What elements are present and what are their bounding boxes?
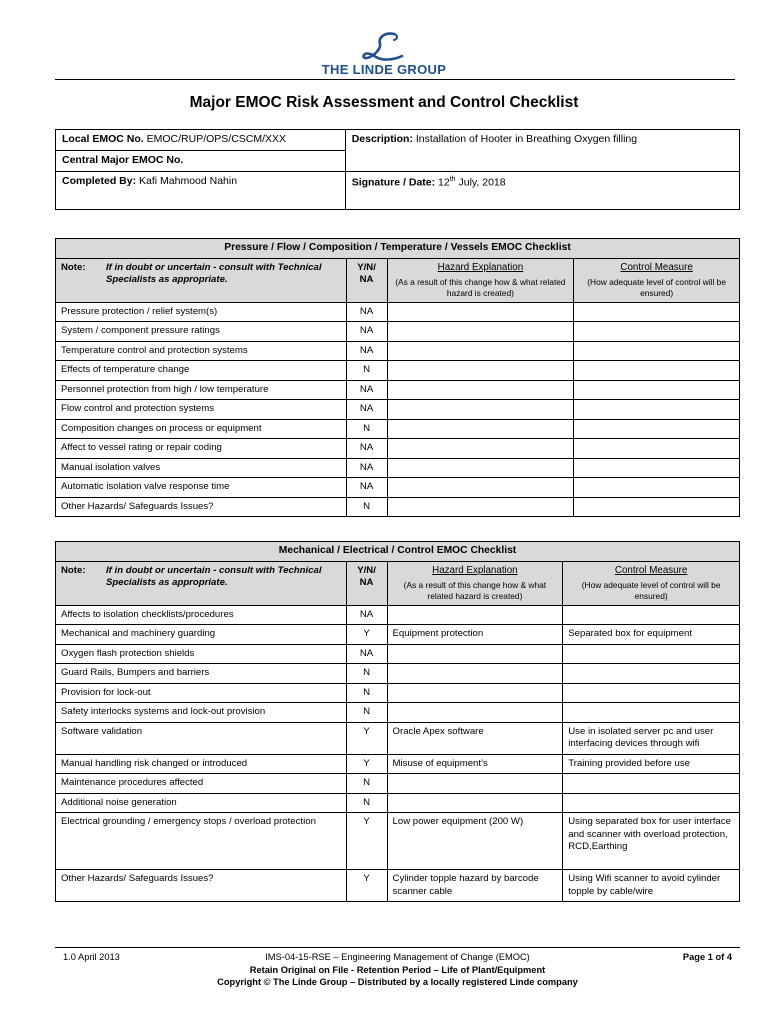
checklist-item: Effects of temperature change bbox=[56, 361, 347, 380]
checklist-rows bbox=[56, 303, 740, 517]
control-measure: Training provided before use bbox=[563, 754, 740, 773]
yn-value: NA bbox=[346, 341, 387, 360]
company-logo bbox=[0, 30, 768, 77]
checklist-row bbox=[56, 774, 740, 793]
control-header-title: Control Measure bbox=[614, 565, 688, 576]
note-text: If in doubt or uncertain - consult with Technical Specialists as appropriate. bbox=[106, 262, 322, 286]
control-measure bbox=[563, 644, 740, 663]
control-measure bbox=[563, 683, 740, 702]
checklist-row bbox=[56, 458, 740, 477]
checklist-row bbox=[56, 722, 740, 754]
completed-by-label: Completed By: bbox=[62, 174, 137, 187]
checklist-item: Other Hazards/ Safeguards Issues? bbox=[56, 870, 347, 902]
checklist-item: Temperature control and protection systems bbox=[56, 341, 347, 360]
checklist-item: Safety interlocks systems and lock-out provision bbox=[56, 703, 347, 722]
yn-value: N bbox=[346, 664, 387, 683]
yn-value: N bbox=[346, 793, 387, 812]
checklist-row bbox=[56, 419, 740, 438]
hazard-explanation bbox=[387, 703, 563, 722]
checklist-row bbox=[56, 380, 740, 399]
signature-day: 12 bbox=[438, 176, 450, 189]
control-measure: Separated box for equipment bbox=[563, 625, 740, 644]
hazard-header-subtitle: (As a result of this change how & what related hazard is created) bbox=[395, 276, 566, 298]
control-measure bbox=[563, 793, 740, 812]
note-label: Note: bbox=[61, 262, 86, 273]
yn-value: Y bbox=[346, 813, 387, 870]
control-measure bbox=[574, 419, 740, 438]
hazard-header-title: Hazard Explanation bbox=[432, 565, 518, 576]
hazard-explanation bbox=[387, 380, 574, 399]
hazard-explanation bbox=[387, 419, 574, 438]
control-header-subtitle: (How adequate level of control will be ensured) bbox=[587, 276, 726, 298]
yn-value: NA bbox=[346, 606, 387, 625]
checklist-rows bbox=[56, 606, 740, 902]
yn-value: N bbox=[346, 703, 387, 722]
checklist-title: Mechanical / Electrical / Control EMOC Checklist bbox=[56, 542, 740, 562]
local-emoc-value: EMOC/RUP/OPS/CSCM/XXX bbox=[146, 133, 287, 145]
yn-header bbox=[346, 562, 387, 606]
checklist-item: Affect to vessel rating or repair coding bbox=[56, 439, 347, 458]
hazard-explanation bbox=[387, 478, 574, 497]
checklist-row bbox=[56, 478, 740, 497]
hazard-explanation: Cylinder topple hazard by barcode scanner cable bbox=[387, 870, 563, 902]
yn-value: N bbox=[346, 497, 387, 516]
hazard-explanation bbox=[387, 439, 574, 458]
checklist-item: System / component pressure ratings bbox=[56, 322, 347, 341]
control-measure bbox=[574, 380, 740, 399]
control-measure bbox=[574, 400, 740, 419]
control-header-title: Control Measure bbox=[620, 262, 693, 273]
yn-value: NA bbox=[346, 380, 387, 399]
checklist-row bbox=[56, 664, 740, 683]
checklist-row bbox=[56, 361, 740, 380]
hazard-explanation bbox=[387, 774, 563, 793]
checklist-item: Pressure protection / relief system(s) bbox=[56, 303, 347, 322]
local-emoc-cell bbox=[56, 130, 346, 151]
hazard-explanation bbox=[387, 606, 563, 625]
checklist-item: Mechanical and machinery guarding bbox=[56, 625, 347, 644]
note-cell bbox=[56, 562, 347, 606]
checklist-item: Flow control and protection systems bbox=[56, 400, 347, 419]
central-emoc-cell bbox=[56, 151, 346, 172]
yn-value: N bbox=[346, 774, 387, 793]
checklist-row bbox=[56, 644, 740, 663]
note-text: If in doubt or uncertain - consult with Technical Specialists as appropriate. bbox=[106, 565, 322, 589]
yn-header bbox=[346, 259, 387, 303]
control-header bbox=[574, 259, 740, 303]
checklist-row bbox=[56, 303, 740, 322]
checklist-item: Oxygen flash protection shields bbox=[56, 644, 347, 663]
checklist-item: Affects to isolation checklists/procedures bbox=[56, 606, 347, 625]
signature-date-label: Signature / Date: bbox=[351, 176, 436, 189]
note-cell bbox=[56, 259, 347, 303]
control-measure bbox=[563, 703, 740, 722]
hazard-explanation bbox=[387, 341, 574, 360]
footer-line-2: Retain Original on File - Retention Period – Life of Plant/Equipment bbox=[249, 964, 546, 975]
checklist-row bbox=[56, 322, 740, 341]
completed-by-cell bbox=[56, 171, 346, 209]
hazard-explanation: Oracle Apex software bbox=[387, 722, 563, 754]
yn-value: NA bbox=[346, 400, 387, 419]
footer-page-number: Page 1 of 4 bbox=[682, 952, 732, 962]
hazard-explanation: Equipment protection bbox=[387, 625, 563, 644]
yn-value: Y bbox=[346, 722, 387, 754]
footer-line-1: IMS-04-15-RSE – Engineering Management of Change (EMOC) bbox=[265, 952, 530, 962]
control-measure bbox=[574, 341, 740, 360]
yn-value: NA bbox=[346, 458, 387, 477]
checklist-row bbox=[56, 754, 740, 773]
footer-divider bbox=[55, 947, 740, 948]
control-measure bbox=[574, 439, 740, 458]
control-measure bbox=[574, 361, 740, 380]
hazard-explanation bbox=[387, 458, 574, 477]
checklist-row bbox=[56, 703, 740, 722]
yn-value: N bbox=[346, 419, 387, 438]
checklist-row bbox=[56, 439, 740, 458]
yn-value: NA bbox=[346, 478, 387, 497]
note-label: Note: bbox=[61, 565, 86, 576]
checklist-row bbox=[56, 683, 740, 702]
footer-line-3: Copyright © The Linde Group – Distributed by a locally registered Linde company bbox=[217, 977, 578, 988]
control-measure bbox=[574, 303, 740, 322]
checklist-row bbox=[56, 793, 740, 812]
hazard-explanation bbox=[387, 361, 574, 380]
checklist-item: Other Hazards/ Safeguards Issues? bbox=[56, 497, 347, 516]
pressure-checklist-table bbox=[55, 238, 740, 517]
checklist-row bbox=[56, 497, 740, 516]
checklist-item: Electrical grounding / emergency stops / overload protection bbox=[56, 813, 347, 870]
yn-value: Y bbox=[346, 625, 387, 644]
local-emoc-label: Local EMOC No. bbox=[62, 133, 144, 145]
emoc-info-table bbox=[55, 129, 740, 210]
hazard-explanation: Low power equipment (200 W) bbox=[387, 813, 563, 870]
checklist-item: Guard Rails, Bumpers and barriers bbox=[56, 664, 347, 683]
linde-logo-icon bbox=[354, 30, 414, 64]
hazard-header bbox=[387, 562, 563, 606]
hazard-explanation bbox=[387, 664, 563, 683]
control-measure bbox=[574, 478, 740, 497]
description-value: Installation of Hooter in Breathing Oxygen filling bbox=[415, 133, 638, 145]
mechanical-checklist-table bbox=[55, 541, 740, 902]
hazard-explanation: Misuse of equipment’s bbox=[387, 754, 563, 773]
control-header bbox=[563, 562, 740, 606]
checklist-row bbox=[56, 813, 740, 870]
yn-value: Y bbox=[346, 754, 387, 773]
page-footer bbox=[55, 951, 740, 989]
yn-value: NA bbox=[346, 644, 387, 663]
hazard-explanation bbox=[387, 322, 574, 341]
checklist-item: Provision for lock-out bbox=[56, 683, 347, 702]
description-cell bbox=[345, 130, 739, 172]
checklist-row bbox=[56, 341, 740, 360]
description-label: Description: bbox=[351, 133, 413, 145]
control-header-subtitle: (How adequate level of control will be ensured) bbox=[581, 579, 721, 601]
hazard-explanation bbox=[387, 400, 574, 419]
hazard-explanation bbox=[387, 793, 563, 812]
document-title: Major EMOC Risk Assessment and Control Checklist bbox=[189, 94, 579, 111]
hazard-explanation bbox=[387, 303, 574, 322]
hazard-explanation bbox=[387, 644, 563, 663]
yn-value: NA bbox=[346, 322, 387, 341]
hazard-header bbox=[387, 259, 574, 303]
checklist-row bbox=[56, 870, 740, 902]
checklist-item: Manual handling risk changed or introduced bbox=[56, 754, 347, 773]
checklist-item: Automatic isolation valve response time bbox=[56, 478, 347, 497]
checklist-item: Additional noise generation bbox=[56, 793, 347, 812]
yn-value: Y bbox=[346, 870, 387, 902]
checklist-row bbox=[56, 400, 740, 419]
control-measure bbox=[563, 664, 740, 683]
checklist-row bbox=[56, 606, 740, 625]
header-divider bbox=[55, 79, 735, 80]
control-measure bbox=[574, 497, 740, 516]
control-measure bbox=[574, 322, 740, 341]
checklist-item: Composition changes on process or equipment bbox=[56, 419, 347, 438]
hazard-explanation bbox=[387, 683, 563, 702]
checklist-title: Pressure / Flow / Composition / Temperature / Vessels EMOC Checklist bbox=[56, 239, 740, 259]
control-measure bbox=[563, 774, 740, 793]
checklist-item: Software validation bbox=[56, 722, 347, 754]
completed-by-value: Kafi Mahmood Nahin bbox=[139, 174, 238, 187]
checklist-item: Personnel protection from high / low temperature bbox=[56, 380, 347, 399]
checklist-item: Maintenance procedures affected bbox=[56, 774, 347, 793]
control-measure bbox=[563, 606, 740, 625]
checklist-row bbox=[56, 625, 740, 644]
central-emoc-label: Central Major EMOC No. bbox=[62, 154, 184, 166]
yn-value: N bbox=[346, 361, 387, 380]
control-measure: Using Wifi scanner to avoid cylinder topple by cable/wire bbox=[563, 870, 740, 902]
yn-value: NA bbox=[346, 439, 387, 458]
control-measure bbox=[574, 458, 740, 477]
signature-date-rest: July, 2018 bbox=[458, 176, 506, 189]
company-name: THE LINDE GROUP bbox=[321, 62, 447, 77]
yn-value: NA bbox=[346, 303, 387, 322]
hazard-explanation bbox=[387, 497, 574, 516]
footer-version: 1.0 April 2013 bbox=[63, 952, 120, 962]
signature-day-suffix: th bbox=[449, 175, 456, 183]
yn-header-label: Y/N/ NA bbox=[357, 565, 376, 589]
yn-header-label: Y/N/ NA bbox=[357, 262, 376, 286]
checklist-item: Manual isolation valves bbox=[56, 458, 347, 477]
signature-date-cell bbox=[345, 171, 739, 209]
control-measure: Using separated box for user interface and scanner with overload protection, RCD,Earthing bbox=[563, 813, 740, 870]
control-measure: Use in isolated server pc and user interfacing devices through wifi bbox=[563, 722, 740, 754]
hazard-header-subtitle: (As a result of this change how & what related hazard is created) bbox=[403, 579, 547, 601]
yn-value: N bbox=[346, 683, 387, 702]
hazard-header-title: Hazard Explanation bbox=[437, 262, 524, 273]
